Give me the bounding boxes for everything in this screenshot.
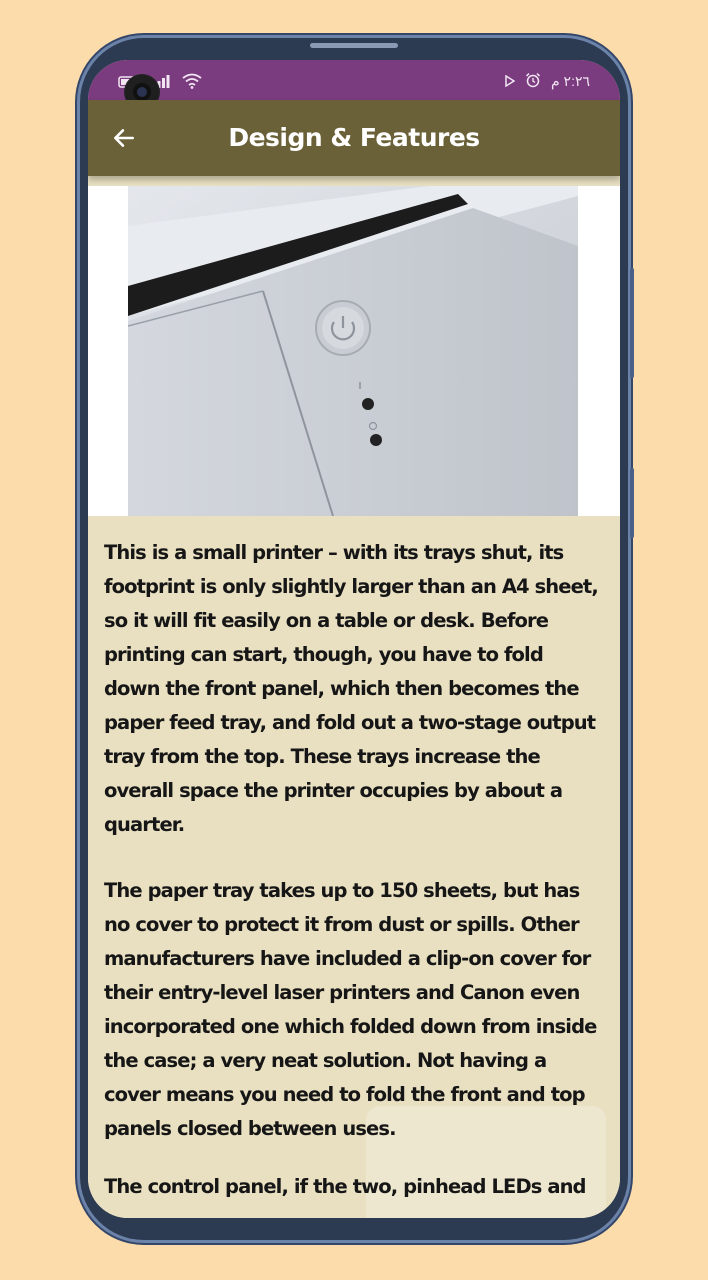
app-bar xyxy=(88,100,620,176)
status-bar xyxy=(88,60,620,100)
paragraph-1: This is a small printer – with its trays shut, its footprint is only slightly larger than an A4 sheet, so it will fit easily on a table or desk. Before printing can start, though, you have to fold down the front panel, which then becomes the paper feed tray, and fold out a two-stage output tray from the top. These trays increase the overall space the printer occupies by about a quarter. xyxy=(104,541,598,836)
status-right xyxy=(505,72,590,91)
volume-button xyxy=(630,268,634,378)
page-title: Design & Features xyxy=(228,123,480,152)
arrow-left-icon[interactable] xyxy=(108,122,140,154)
status-time: ٢:٢٦ م xyxy=(550,73,590,89)
printer-photo xyxy=(128,186,578,516)
paragraph-3: The control panel, if the two, pinhead LEDs and xyxy=(104,1175,586,1198)
screen xyxy=(88,60,620,1218)
paragraph-2: The paper tray takes up to 150 sheets, but has no cover to protect it from dust or spills. Other manufacturers have included a clip-on cover for their entry-level laser printers and Canon even incorporated one which folded down from inside the case; a very neat solution. Not having a cover means you need to fold the front and top panels closed between uses. xyxy=(104,879,597,1140)
wifi-icon xyxy=(182,73,202,92)
power-button xyxy=(630,468,634,538)
alarm-icon xyxy=(525,72,541,91)
article-image xyxy=(88,186,620,516)
speaker-grille xyxy=(310,43,398,48)
phone-frame xyxy=(80,38,628,1240)
article-body[interactable] xyxy=(88,516,620,1218)
play-icon xyxy=(505,74,515,90)
